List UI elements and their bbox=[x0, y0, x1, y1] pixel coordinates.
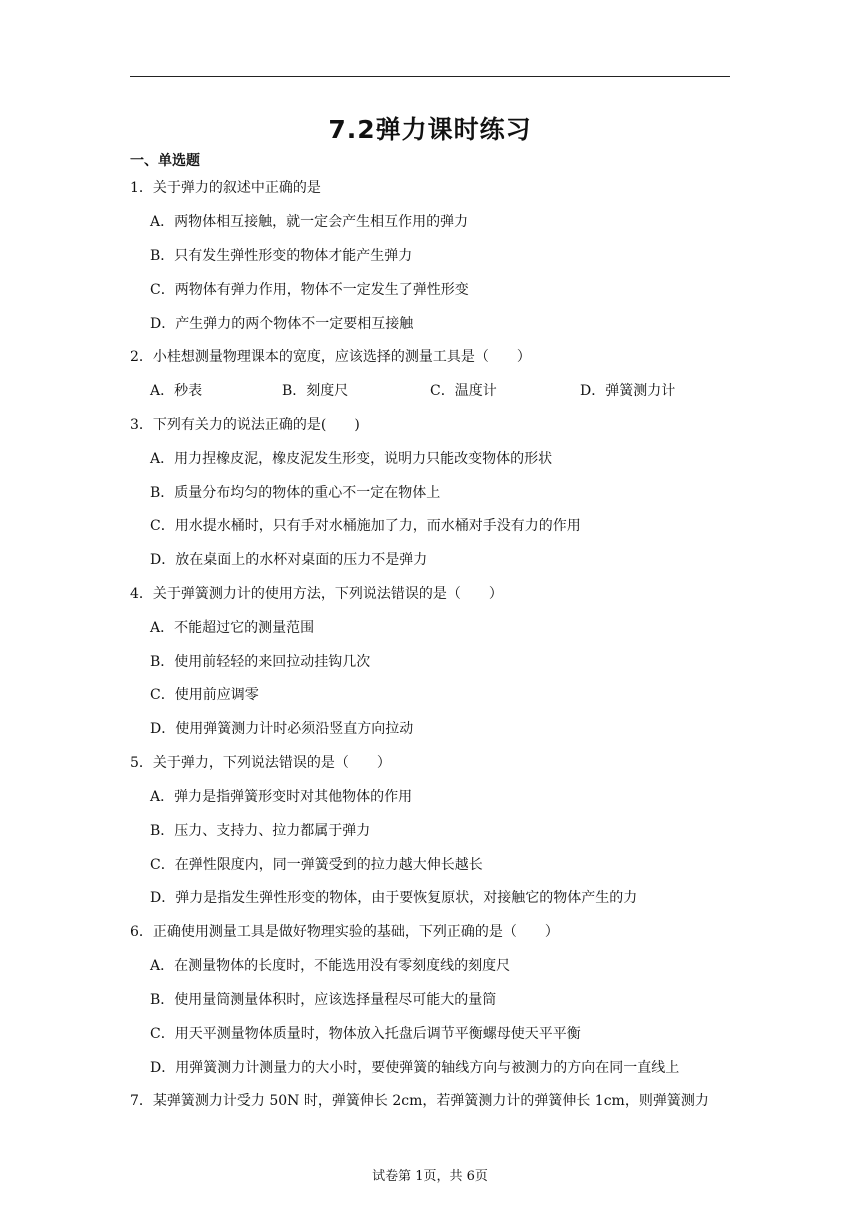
option-a: A．两物体相互接触，就一定会产生相互作用的弹力 bbox=[150, 214, 469, 230]
option-b: B．使用前轻轻的来回拉动挂钩几次 bbox=[150, 654, 371, 670]
option-d: D．产生弹力的两个物体不一定要相互接触 bbox=[150, 316, 414, 332]
option-a: A．秒表 bbox=[150, 383, 203, 399]
option-a: A．不能超过它的测量范围 bbox=[150, 620, 315, 636]
option-d: D．弹力是指发生弹性形变的物体，由于要恢复原状，对接触它的物体产生的力 bbox=[150, 890, 638, 906]
question-stem: 7．某弹簧测力计受力 50N 时，弹簧伸长 2cm，若弹簧测力计的弹簧伸长 1cm，则弹簧测力 bbox=[130, 1093, 709, 1109]
option-d: D．用弹簧测力计测量力的大小时，要使弹簧的轴线方向与被测力的方向在同一直线上 bbox=[150, 1060, 680, 1076]
page-footer: 试卷第 1页，共 6页 bbox=[372, 1169, 488, 1184]
option-c: C．用水提水桶时，只有手对水桶施加了力，而水桶对手没有力的作用 bbox=[150, 518, 581, 534]
option-b: B．使用量筒测量体积时，应该选择量程尽可能大的量筒 bbox=[150, 992, 497, 1008]
option-d: D．使用弹簧测力计时必须沿竖直方向拉动 bbox=[150, 721, 414, 737]
question-stem: 3．下列有关力的说法正确的是( ) bbox=[130, 417, 360, 433]
option-b: B．质量分布均匀的物体的重心不一定在物体上 bbox=[150, 485, 441, 501]
header-rule bbox=[130, 76, 730, 77]
option-b: B．刻度尺 bbox=[282, 383, 349, 399]
option-b: B．压力、支持力、拉力都属于弹力 bbox=[150, 823, 371, 839]
option-c: C．使用前应调零 bbox=[150, 687, 259, 703]
question-stem: 1．关于弹力的叙述中正确的是 bbox=[130, 180, 321, 196]
option-c: C．在弹性限度内，同一弹簧受到的拉力越大伸长越长 bbox=[150, 857, 483, 873]
question-stem: 5．关于弹力，下列说法错误的是（ ） bbox=[130, 755, 391, 771]
option-c: C．两物体有弹力作用，物体不一定发生了弹性形变 bbox=[150, 282, 469, 298]
option-a: A．弹力是指弹簧形变时对其他物体的作用 bbox=[150, 789, 413, 805]
question-stem: 2．小桂想测量物理课本的宽度，应该选择的测量工具是（ ） bbox=[130, 349, 531, 365]
option-c: C．用天平测量物体质量时，物体放入托盘后调节平衡螺母使天平平衡 bbox=[150, 1026, 581, 1042]
page-title: 7.2弹力课时练习 bbox=[328, 115, 532, 144]
option-d: D．放在桌面上的水杯对桌面的压力不是弹力 bbox=[150, 552, 428, 568]
option-c: C．温度计 bbox=[430, 383, 497, 399]
option-a: A．用力捏橡皮泥，橡皮泥发生形变，说明力只能改变物体的形状 bbox=[150, 451, 553, 467]
option-b: B．只有发生弹性形变的物体才能产生弹力 bbox=[150, 248, 413, 264]
question-stem: 6．正确使用测量工具是做好物理实验的基础，下列正确的是（ ） bbox=[130, 924, 559, 940]
option-d: D．弹簧测力计 bbox=[580, 383, 676, 399]
question-stem: 4．关于弹簧测力计的使用方法，下列说法错误的是（ ） bbox=[130, 586, 503, 602]
option-a: A．在测量物体的长度时，不能选用没有零刻度线的刻度尺 bbox=[150, 958, 511, 974]
section-heading: 一、单选题 bbox=[130, 153, 200, 169]
